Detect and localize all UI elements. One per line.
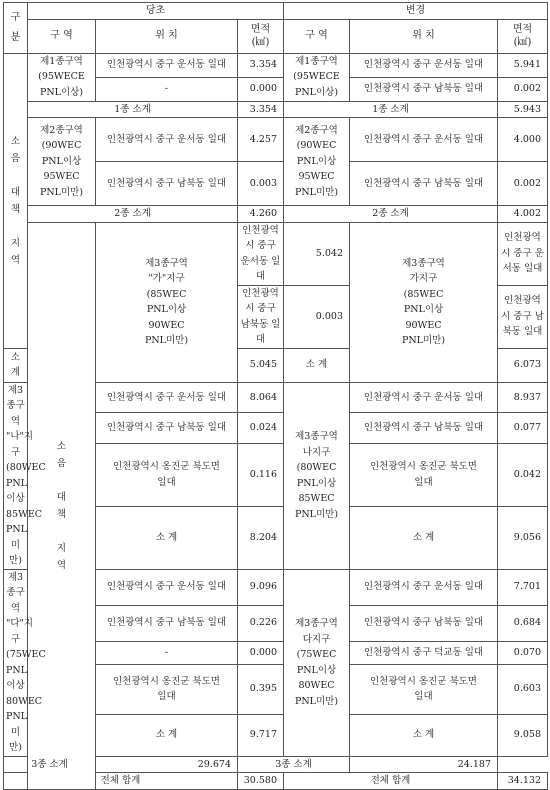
subtotal-area: 4.002	[498, 206, 548, 223]
area-cell: 0.002	[498, 77, 548, 101]
header-row-2	[4, 19, 548, 53]
subtotal-label: 3종 소계	[4, 756, 96, 773]
subtotal-area: 5.943	[498, 101, 548, 118]
area-cell: 0.116	[238, 443, 284, 506]
area-cell: 9.056	[498, 506, 548, 569]
total-row	[4, 773, 548, 790]
zone-3-ga-before: 제3종구역 "가"지구 (85WEC PNL이상 90WEC PNL미만)	[96, 222, 238, 382]
area-cell: 6.073	[498, 348, 548, 382]
location-cell: 소 계	[284, 348, 350, 382]
header-zone-before: 구 역	[28, 19, 96, 53]
area-cell: 0.603	[498, 664, 548, 714]
subtotal-label: 1종 소계	[284, 101, 498, 118]
location-cell: 인천광역시 중구 운서동 일대	[96, 382, 238, 413]
subtotal-label: 3종 소계	[238, 756, 350, 773]
total-label: 전체 합계	[4, 773, 238, 790]
zone-3-ga-after: 제3종구역 가지구 (85WEC PNL이상 90WEC PNL미만)	[350, 222, 498, 382]
area-cell: 8.937	[498, 382, 548, 413]
location-cell: 인천광역시 중구 남북동 일대	[350, 413, 498, 444]
area-cell: 0.000	[238, 77, 284, 101]
location-cell: 인천광역시 옹진군 북도면 일대	[350, 664, 498, 714]
location-cell: 소 계	[350, 506, 498, 569]
subtotal-label: 1종 소계	[28, 101, 238, 118]
header-location-before: 위 치	[96, 19, 238, 53]
location-cell: 인천광역시 중구 남북동 일대	[96, 413, 238, 444]
area-cell: 9.058	[498, 714, 548, 756]
location-cell: 인천광역시 중구 남북동 일대	[238, 285, 284, 348]
location-cell: 인천광역시 중구 운서동 일대	[350, 382, 498, 413]
total-area: 34.132	[498, 773, 548, 790]
location-cell: 인천광역시 중구 운서동 일대	[350, 53, 498, 77]
area-cell: 8.064	[238, 382, 284, 413]
zone-2-before: 제2종구역 (90WEC PNL이상 95WEC PNL미만)	[28, 118, 96, 206]
area-cell: 5.042	[284, 222, 350, 285]
location-cell: 소 계	[96, 506, 238, 569]
location-cell: 인천광역시 중구 운서동 일대	[96, 118, 238, 162]
header-after: 변경	[284, 3, 548, 20]
area-cell: 0.002	[498, 162, 548, 206]
total-area: 30.580	[238, 773, 284, 790]
subtotal-row	[4, 206, 548, 223]
location-cell: 인천광역시 중구 운서동 일대	[498, 222, 548, 285]
area-cell: 9.096	[238, 569, 284, 605]
zone-1-before: 제1종구역 (95WECE PNL이상)	[28, 53, 96, 101]
noise-zone-table	[3, 2, 548, 790]
location-cell: 소 계	[350, 714, 498, 756]
area-cell: 7.701	[498, 569, 548, 605]
header-area-before: 면적 (㎢)	[238, 19, 284, 53]
area-cell: 3.354	[238, 53, 284, 77]
zone-3-na-before: 제3종구역 "나"지구 (80WEC PNL이상 85WEC PNL미만)	[4, 382, 28, 569]
area-cell: 5.941	[498, 53, 548, 77]
table-row	[4, 53, 548, 77]
zone-3-na-after: 제3종구역 나지구 (80WEC PNL이상 85WEC PNL미만)	[284, 382, 350, 569]
location-cell: 인천광역시 중구 남북동 일대	[498, 285, 548, 348]
location-cell: 인천광역시 중구 남북동 일대	[350, 162, 498, 206]
location-cell: 인천광역시 중구 운서동 일대	[96, 569, 238, 605]
location-cell: 인천광역시 옹진군 북도면 일대	[96, 664, 238, 714]
location-cell: 인천광역시 옹진군 북도면 일대	[96, 443, 238, 506]
area-cell: 0.077	[498, 413, 548, 444]
location-cell: 인천광역시 중구 덕교동 일대	[350, 641, 498, 664]
subtotal-area: 3.354	[238, 101, 284, 118]
area-cell: 0.024	[238, 413, 284, 444]
header-category: 구 분	[4, 3, 28, 54]
area-cell: 8.204	[238, 506, 284, 569]
location-cell: 인천광역시 중구 운서동 일대	[238, 222, 284, 285]
zone-3-da-after: 제3종구역 다지구 (75WEC PNL이상 80WEC PNL미만)	[284, 569, 350, 756]
subtotal-label: 2종 소계	[28, 206, 238, 223]
table-row	[4, 118, 548, 162]
total-label: 전체 합계	[284, 773, 498, 790]
location-cell: 인천광역시 중구 남북동 일대	[96, 605, 238, 641]
location-cell: 소 계	[96, 714, 238, 756]
area-cell: 9.717	[238, 714, 284, 756]
area-cell: 4.000	[498, 118, 548, 162]
area-cell: 0.226	[238, 605, 284, 641]
area-cell: 0.003	[284, 285, 350, 348]
header-location-after: 위 치	[350, 19, 498, 53]
area-cell: 0.000	[238, 641, 284, 664]
subtotal-label: 2종 소계	[284, 206, 498, 223]
subtotal-row	[4, 101, 548, 118]
location-cell: 인천광역시 중구 운서동 일대	[350, 569, 498, 605]
zone-3-da-before: 제3종구역 "다"지구 (75WEC PNL이상 80WEC PNL미만)	[4, 569, 28, 756]
header-before: 당초	[28, 3, 284, 20]
subtotal-area: 4.260	[238, 206, 284, 223]
header-area-after: 면적 (㎢)	[498, 19, 548, 53]
location-cell: 인천광역시 중구 남북동 일대	[350, 605, 498, 641]
subtotal-area: 29.674	[96, 756, 238, 773]
zone-2-after: 제2종구역 (90WEC PNL이상 95WEC PNL미만)	[284, 118, 350, 206]
location-cell: -	[96, 77, 238, 101]
area-cell: 0.003	[238, 162, 284, 206]
area-cell: 0.684	[498, 605, 548, 641]
section-label-noise-1-2: 소 음 대 책 지 역	[4, 53, 28, 348]
area-cell: 5.045	[238, 348, 284, 382]
area-cell: 0.042	[498, 443, 548, 506]
zone-1-after: 제1종구역 (95WECE PNL이상)	[284, 53, 350, 101]
subtotal-row	[4, 756, 548, 773]
header-row-1	[4, 3, 548, 20]
location-cell: -	[96, 641, 238, 664]
location-cell: 소 계	[4, 348, 28, 382]
section-label-noise-3: 소 음 대 책 지 역	[28, 222, 96, 789]
header-zone-after: 구 역	[284, 19, 350, 53]
table-row	[4, 222, 548, 285]
location-cell: 인천광역시 중구 남북동 일대	[96, 162, 238, 206]
location-cell: 인천광역시 중구 운서동 일대	[96, 53, 238, 77]
area-cell: 0.395	[238, 664, 284, 714]
area-cell: 4.257	[238, 118, 284, 162]
area-cell: 0.070	[498, 641, 548, 664]
zone-table-wrapper	[3, 2, 547, 790]
location-cell: 인천광역시 옹진군 북도면 일대	[350, 443, 498, 506]
location-cell: 인천광역시 중구 남북동 일대	[350, 77, 498, 101]
location-cell: 인천광역시 중구 운서동 일대	[350, 118, 498, 162]
subtotal-area: 24.187	[350, 756, 498, 773]
